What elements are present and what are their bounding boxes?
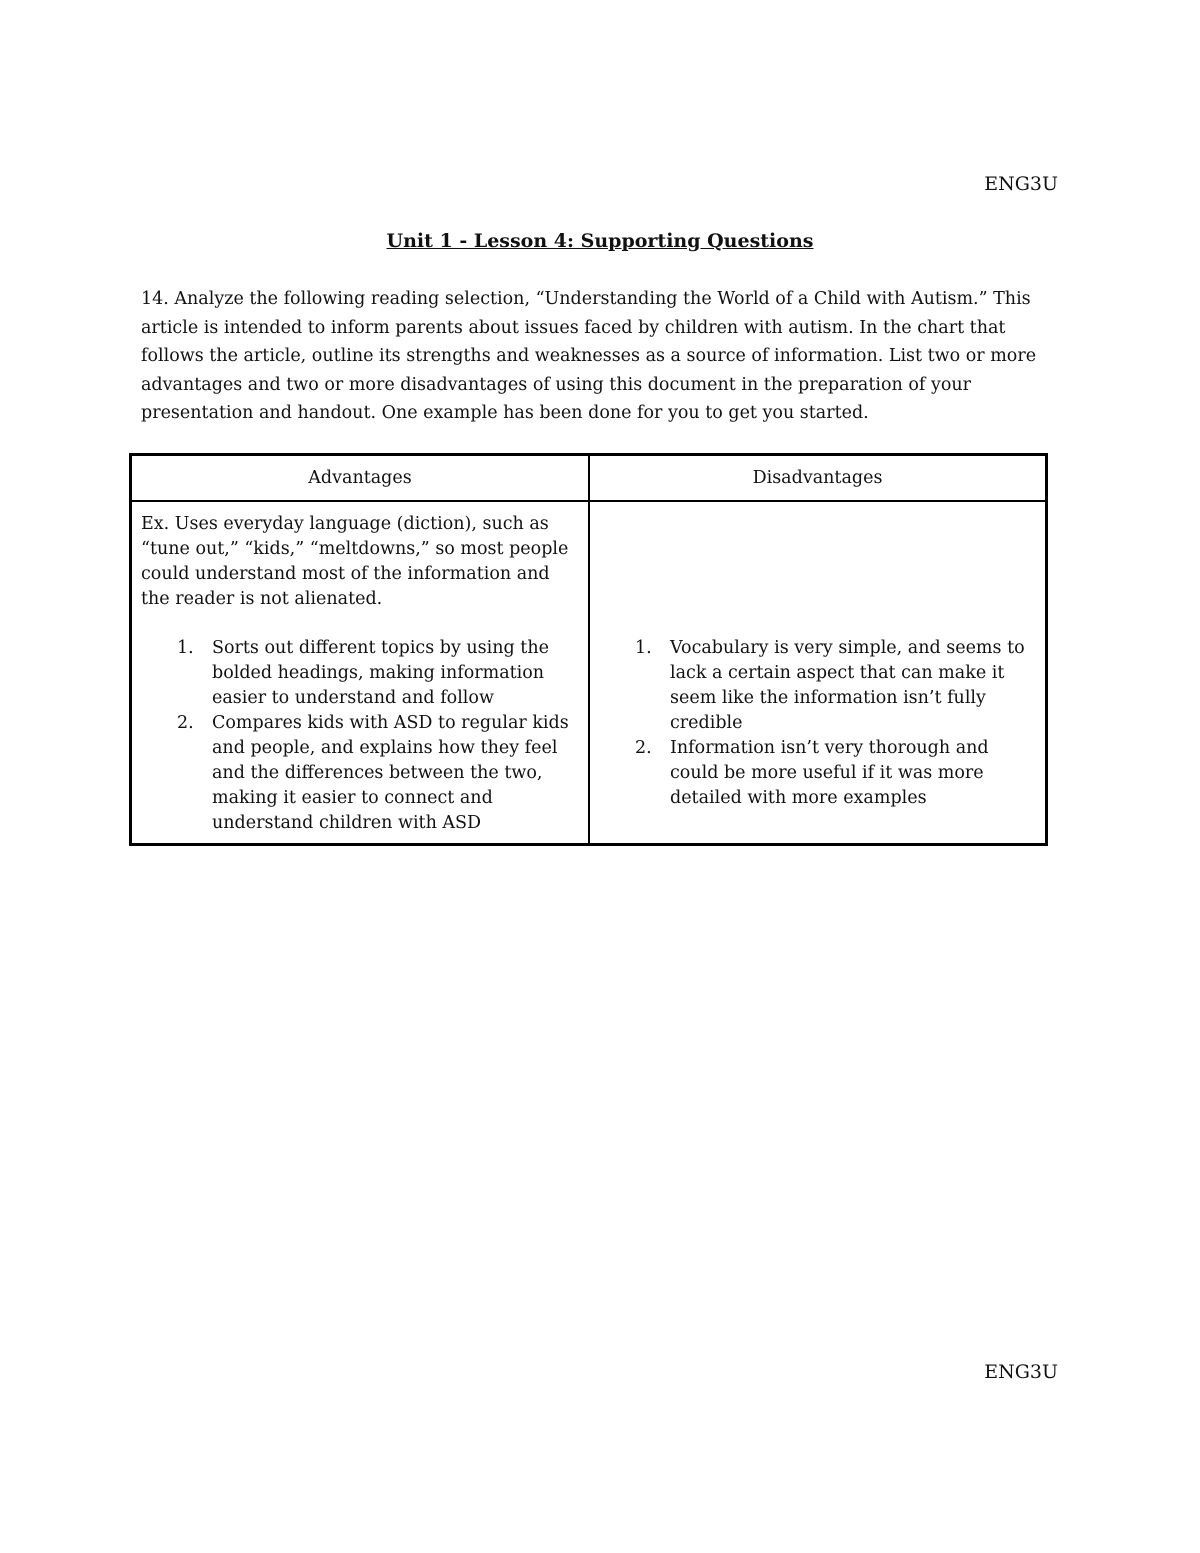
list-item-number: 2. — [177, 713, 194, 733]
list-item-number: 1. — [635, 638, 652, 658]
list-item — [141, 711, 578, 836]
disadvantages-list — [599, 636, 1035, 811]
example-advantage: Ex. Uses everyday language (diction), such as “tune out,” “kids,” “meltdowns,” so most people could understand most of the information and the reader is not alienated. — [141, 514, 569, 609]
footer-course-code: ENG3U — [984, 1361, 1058, 1383]
advantages-list — [141, 636, 578, 836]
list-item-text: Information isn’t very thorough and could be more useful if it was more detailed with more examples — [670, 738, 989, 808]
advantages-header: Advantages — [132, 456, 590, 502]
list-item-text: Vocabulary is very simple, and seems to lack a certain aspect that can make it seem like the information isn’t fully credible — [670, 638, 1025, 733]
advantages-disadvantages-table — [129, 453, 1048, 846]
page-title: Unit 1 - Lesson 4: Supporting Questions — [386, 230, 814, 252]
list-item-number: 2. — [635, 738, 652, 758]
list-item — [599, 736, 1035, 811]
disadvantages-cell — [590, 502, 1045, 844]
advantages-cell — [132, 502, 590, 844]
header-course-code: ENG3U — [984, 173, 1058, 195]
list-item — [141, 636, 578, 711]
list-item-number: 1. — [177, 638, 194, 658]
instructions-paragraph: 14. Analyze the following reading selection, “Understanding the World of a Child with Autism.” This article is intended to inform parents about issues faced by children with autism. In the chart that follows the article, outline its strengths and weaknesses as a source of information. List two or more advantages and two or more disadvantages of using this document in the preparation of your presentation and handout. One example has been done for you to get you started. — [141, 289, 1037, 423]
list-item-text: Sorts out different topics by using the bolded headings, making information easier to understand and follow — [212, 638, 549, 708]
list-item-text: Compares kids with ASD to regular kids and people, and explains how they feel and the differences between the two, making it easier to connect and understand children with ASD — [212, 713, 569, 833]
disadvantages-header: Disadvantages — [590, 456, 1045, 502]
list-item — [599, 636, 1035, 736]
